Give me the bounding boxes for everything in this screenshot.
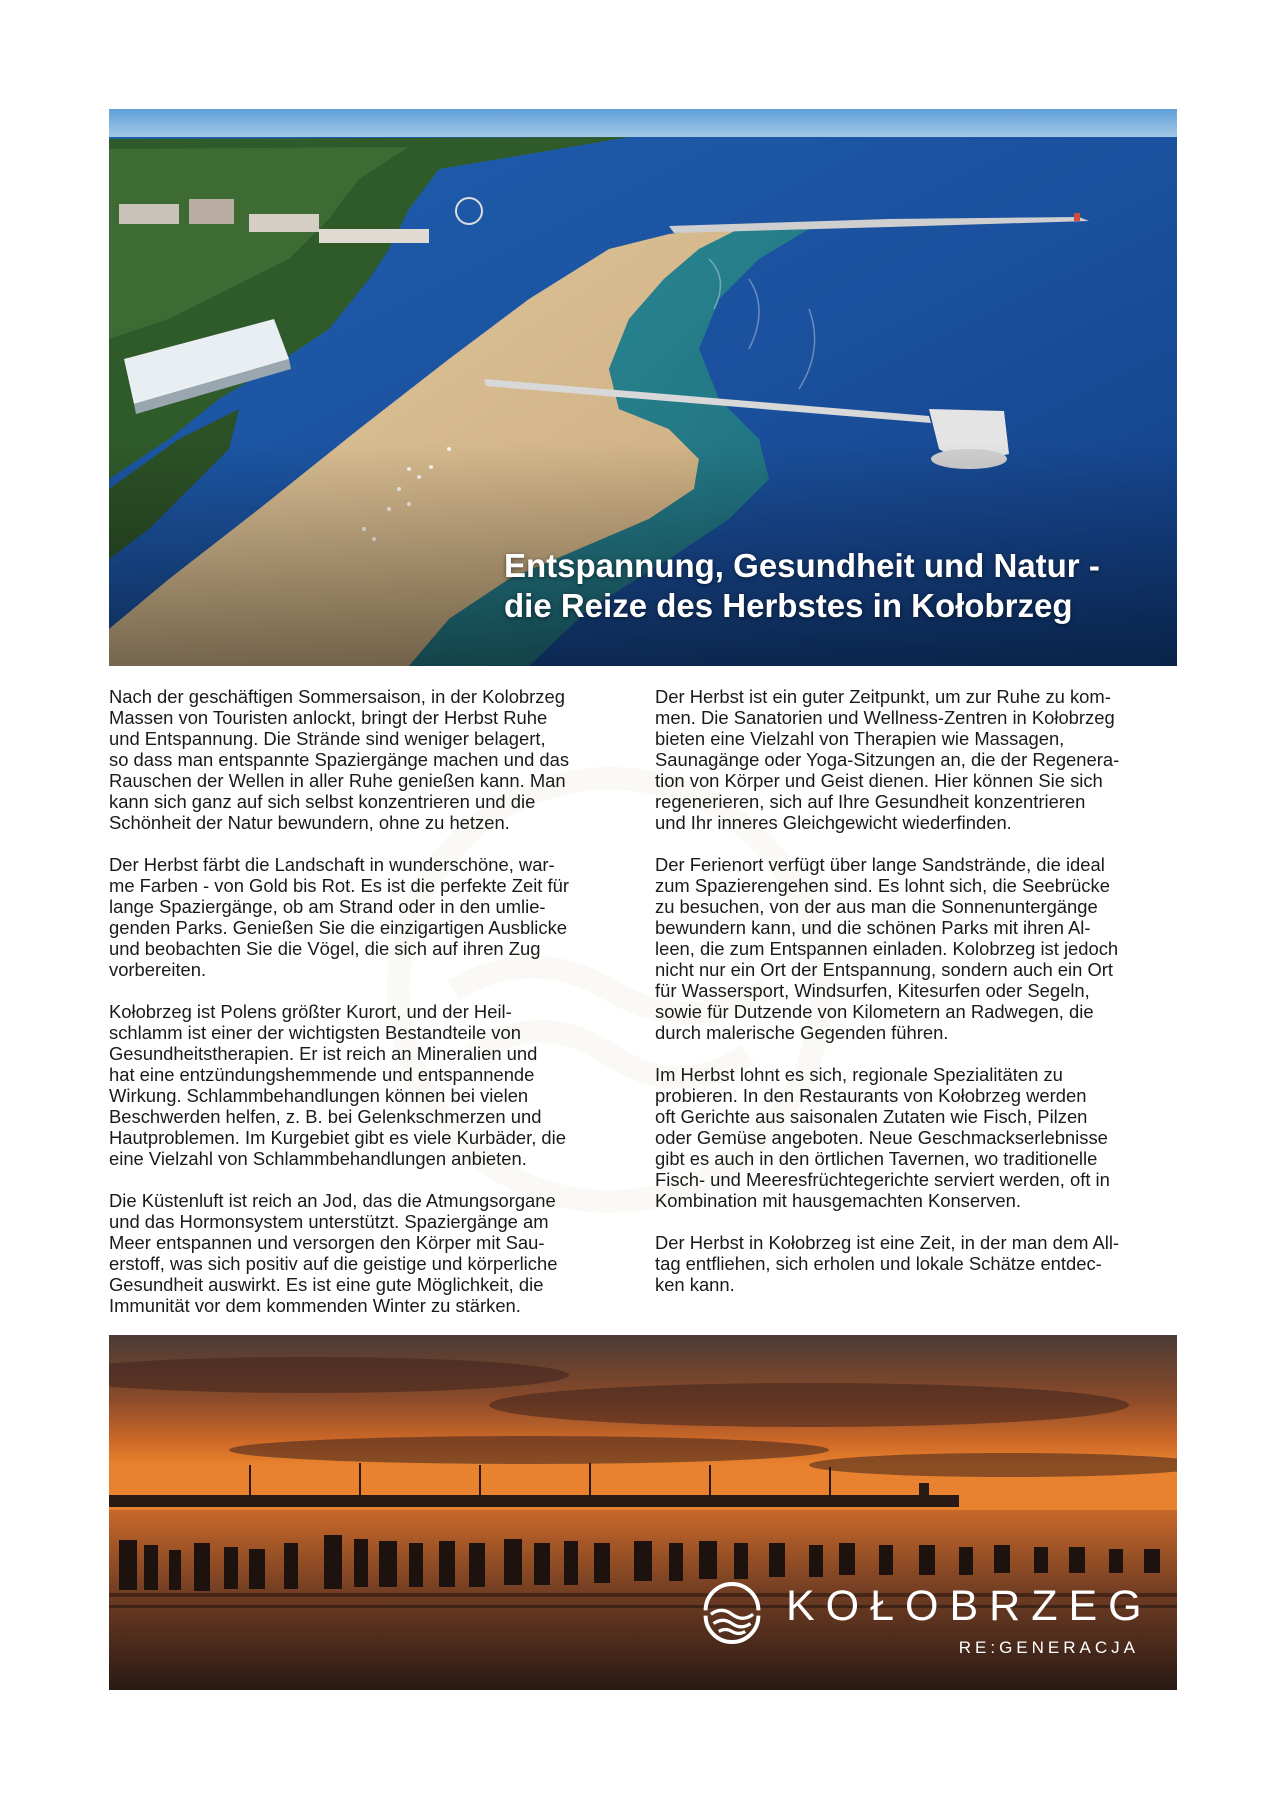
paragraph: Kołobrzeg ist Polens größter Kurort, und der Heil- schlamm ist einer der wichtigsten Bestandteile von Gesundheitstherapien. Er ist reich an Mineralien und hat eine entzündungshemmende und entspannende Wirkung. Schlammbehandlungen können bei vielen Beschwerden helfen, z. B. bei Gelenkschmerzen und Hautproblemen. Im Kurgebiet gibt es viele Kurbäder, die eine Vielzahl von Schlammbehandlungen anbieten. (109, 1001, 566, 1169)
title-line-1: Entspannung, Gesundheit und Natur - (504, 547, 1100, 584)
brand-name: KOŁOBRZEG (786, 1582, 1153, 1630)
brand-tagline: RE:GENERACJA (958, 1638, 1139, 1657)
paragraph: Die Küstenluft ist reich an Jod, das die Atmungsorgane und das Hormonsystem unterstützt. Spaziergänge am Meer entspannen und versorgen den Körper mit Sau- erstoff, was sich positiv auf die geistige und körperliche Gesundheit auswirkt. Es ist eine gute Möglichkeit, die Immunität vor dem kommenden Winter zu stärken. (109, 1190, 558, 1316)
paragraph: Der Herbst in Kołobrzeg ist eine Zeit, in der man dem All- tag entfliehen, sich erholen und lokale Schätze entdec- ken kann. (655, 1232, 1120, 1295)
paragraph: Nach der geschäftigen Sommersaison, in der Kolobrzeg Massen von Touristen anlockt, bringt der Herbst Ruhe und Entspannung. Die Strände sind weniger belagert, so dass man entspannte Spaziergänge machen und das Rauschen der Wellen in aller Ruhe genießen kann. Man kann sich ganz auf sich selbst konzentrieren und die Schönheit der Natur bewundern, ohne zu hetzen. (109, 686, 570, 833)
paragraph: Im Herbst lohnt es sich, regionale Spezialitäten zu probieren. In den Restaurants von Kołobrzeg werden oft Gerichte aus saisonalen Zutaten wie Fisch, Pilzen oder Gemüse angeboten. Neue Geschmackserlebnisse gibt es auch in den örtlichen Tavernen, wo traditionelle Fisch- und Meeresfrüchtegerichte serviert werden, oft in Kombination mit hausgemachten Konserven. (655, 1064, 1110, 1211)
sunset-photo (109, 1335, 1177, 1690)
left-text-column (109, 686, 649, 1337)
right-text-column (655, 686, 1195, 1316)
paragraph: Der Herbst ist ein guter Zeitpunkt, um zur Ruhe zu kom- men. Die Sanatorien und Wellness-Zentren in Kołobrzeg bieten eine Vielzahl von Therapien wie Massagen, Saunagänge oder Yoga-Sitzungen an, die der Regenera- tion von Körper und Geist dienen. Hier können Sie sich regenerieren, sich auf Ihre Gesundheit konzentrieren und Ihr inneres Gleichgewicht wiederfinden. (655, 686, 1120, 833)
brand-logo (699, 1580, 1159, 1670)
paragraph: Der Herbst färbt die Landschaft in wunderschöne, war- me Farben - von Gold bis Rot. Es ist die perfekte Zeit für lange Spaziergänge, ob am Strand oder in den umlie- genden Parks. Genießen Sie die einzigartigen Ausblicke und beobachten Sie die Vögel, die sich auf ihren Zug vorbereiten. (109, 854, 569, 980)
paragraph: Der Ferienort verfügt über lange Sandstrände, die ideal zum Spazierengehen sind. Es lohnt sich, die Seebrücke zu besuchen, von der aus man die Sonnenuntergänge bewundern kann, und die schönen Parks mit ihren Al- leen, die zum Entspannen einladen. Kolobrzeg ist jedoch nicht nur ein Ort der Entspannung, sondern auch ein Ort für Wassersport, Windsurfen, Kitesurfen oder Segeln, sowie für Dutzende von Kilometern an Radwegen, die durch malerische Gegenden führen. (655, 854, 1119, 1043)
wave-circle-icon (699, 1580, 765, 1646)
title-line-2: die Reize des Herbstes in Kołobrzeg (504, 587, 1073, 624)
hero-aerial-photo (109, 109, 1177, 666)
page-title (504, 546, 1164, 626)
